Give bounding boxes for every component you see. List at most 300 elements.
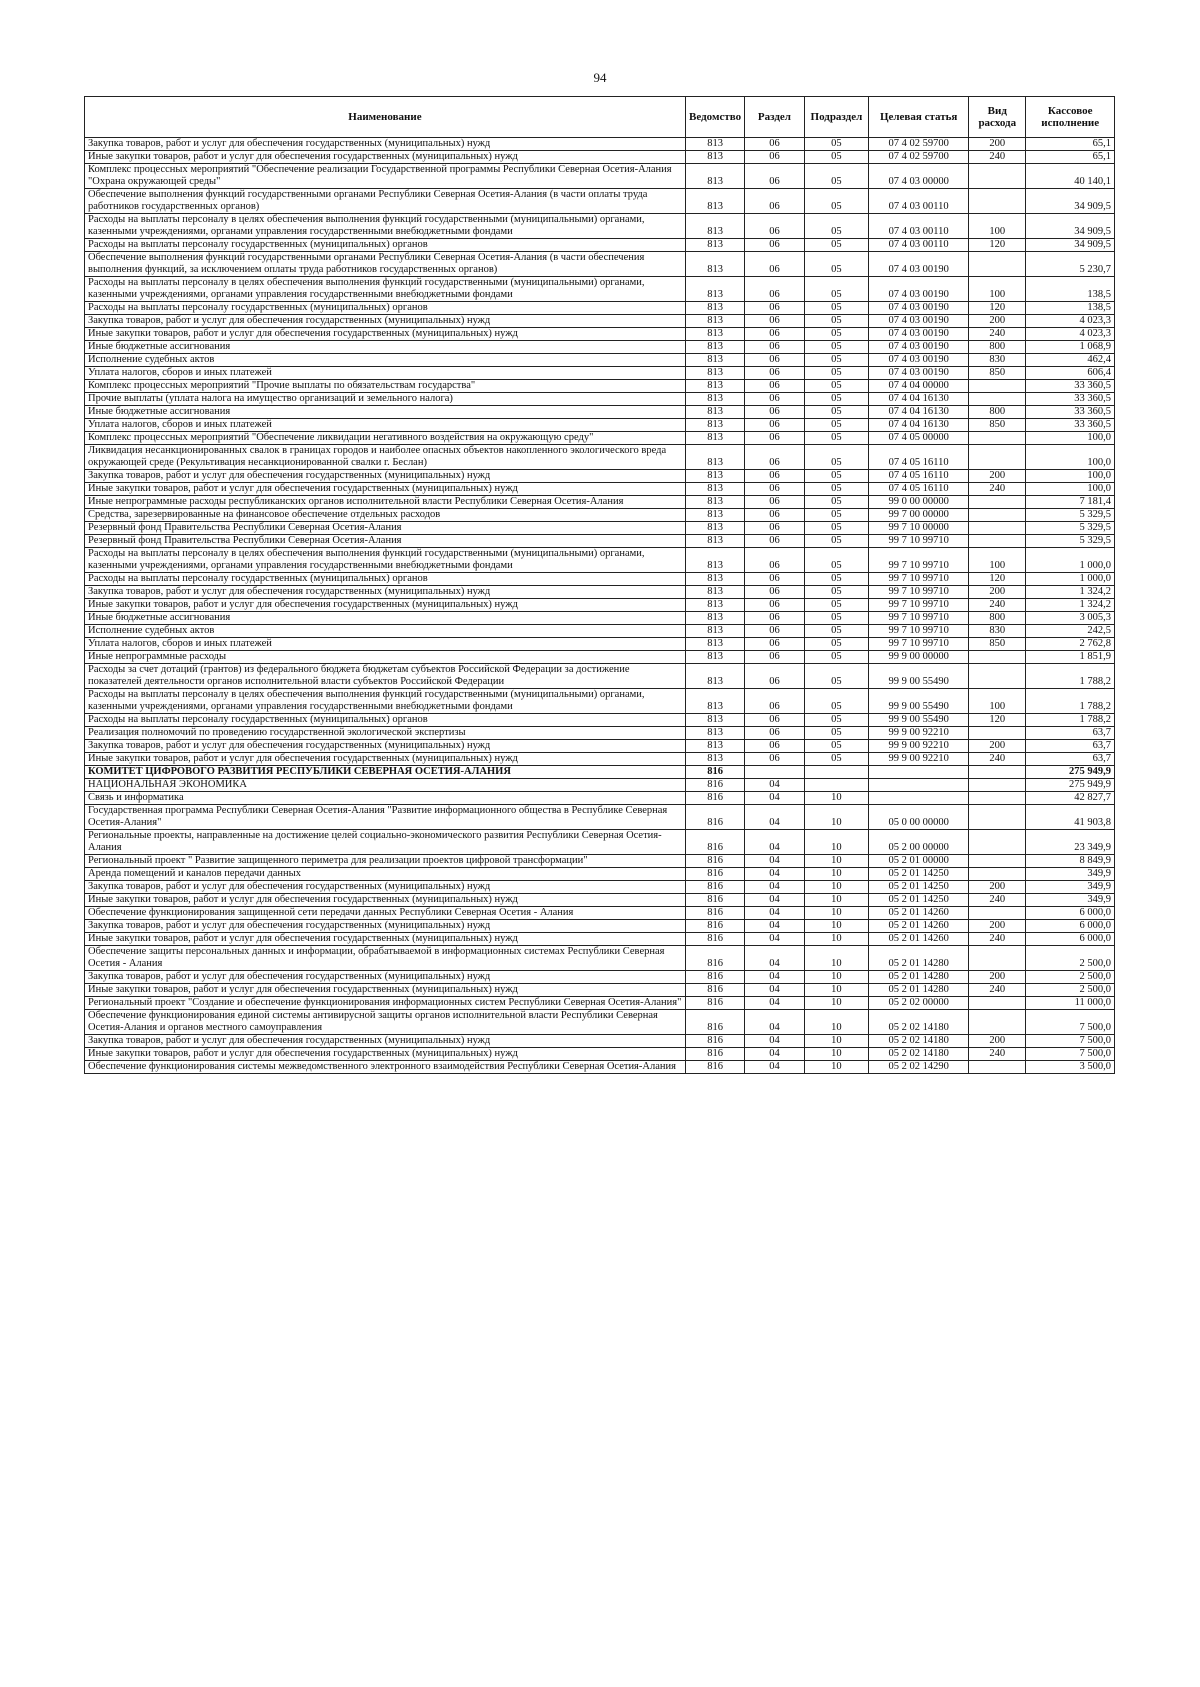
cell-section: 06 [745,509,804,522]
cell-subsection: 05 [804,522,869,535]
cell-section: 06 [745,214,804,239]
cell-department: 813 [685,328,744,341]
cell-cash-execution: 275 949,9 [1026,766,1115,779]
cell-cash-execution: 34 909,5 [1026,189,1115,214]
table-row [85,779,1115,792]
cell-target-item: 07 4 03 00190 [869,252,969,277]
cell-department: 816 [685,1010,744,1035]
cell-section: 04 [745,894,804,907]
table-row [85,651,1115,664]
cell-expense-type: 200 [969,971,1026,984]
cell-name: Закупка товаров, работ и услуг для обеспечения государственных (муниципальных) нужд [85,586,686,599]
cell-department: 813 [685,151,744,164]
cell-expense-type: 120 [969,714,1026,727]
cell-target-item: 99 7 10 99710 [869,612,969,625]
cell-name: Обеспечение выполнения функций государственными органами Республики Северная Осетия-Алания (в части обеспечения выполнения функций, за исключением оплаты труда работников государственных органов) [85,252,686,277]
cell-target-item: 07 4 02 59700 [869,138,969,151]
cell-name: Региональный проект "Создание и обеспечение функционирования информационных систем Республики Северная Осетия-Алания" [85,997,686,1010]
cell-section: 06 [745,548,804,573]
cell-department: 816 [685,830,744,855]
cell-expense-type: 200 [969,138,1026,151]
cell-subsection: 05 [804,664,869,689]
cell-name: Обеспечение защиты персональных данных и информации, обрабатываемой в информационных системах Республики Северная Осетия - Алания [85,946,686,971]
table-row [85,483,1115,496]
cell-section: 06 [745,151,804,164]
cell-section: 04 [745,971,804,984]
cell-cash-execution: 5 329,5 [1026,522,1115,535]
cell-cash-execution: 7 500,0 [1026,1010,1115,1035]
table-row [85,894,1115,907]
cell-target-item: 07 4 05 16110 [869,445,969,470]
cell-department: 816 [685,779,744,792]
table-header-row [85,97,1115,138]
cell-subsection: 05 [804,393,869,406]
cell-expense-type: 800 [969,406,1026,419]
cell-target-item: 07 4 05 00000 [869,432,969,445]
cell-name: Иные бюджетные ассигнования [85,341,686,354]
cell-subsection: 05 [804,599,869,612]
cell-target-item: 05 2 01 14250 [869,894,969,907]
cell-target-item: 99 7 10 99710 [869,638,969,651]
cell-target-item: 05 2 01 14250 [869,881,969,894]
cell-target-item: 07 4 03 00190 [869,328,969,341]
table-row [85,1035,1115,1048]
cell-expense-type: 850 [969,638,1026,651]
cell-section: 04 [745,1061,804,1074]
table-row [85,714,1115,727]
cell-department: 813 [685,599,744,612]
cell-expense-type [969,830,1026,855]
cell-name: Иные закупки товаров, работ и услуг для обеспечения государственных (муниципальных) нужд [85,984,686,997]
cell-section: 04 [745,868,804,881]
cell-name: Комплекс процессных мероприятий "Прочие выплаты по обязательствам государства" [85,380,686,393]
cell-target-item: 07 4 03 00190 [869,277,969,302]
cell-section: 06 [745,341,804,354]
cell-cash-execution: 63,7 [1026,753,1115,766]
cell-target-item: 07 4 03 00110 [869,189,969,214]
cell-cash-execution: 349,9 [1026,881,1115,894]
cell-expense-type: 100 [969,214,1026,239]
table-row [85,573,1115,586]
cell-subsection: 05 [804,252,869,277]
cell-expense-type: 830 [969,625,1026,638]
cell-department: 816 [685,984,744,997]
cell-department: 813 [685,354,744,367]
table-row [85,1010,1115,1035]
cell-name: Закупка товаров, работ и услуг для обеспечения государственных (муниципальных) нужд [85,138,686,151]
cell-target-item: 05 2 01 14260 [869,920,969,933]
table-row [85,189,1115,214]
cell-section: 06 [745,496,804,509]
cell-subsection: 05 [804,651,869,664]
cell-cash-execution: 1 000,0 [1026,548,1115,573]
cell-department: 813 [685,509,744,522]
cell-target-item: 07 4 03 00190 [869,315,969,328]
table-row [85,830,1115,855]
cell-name: Расходы на выплаты персоналу в целях обеспечения выполнения функций государственными (муниципальными) органами, казенными учреждениями, органами управления государственными внебюджетными фондами [85,689,686,714]
cell-section: 04 [745,1010,804,1035]
table-row [85,907,1115,920]
cell-expense-type [969,766,1026,779]
cell-name: Расходы на выплаты персоналу в целях обеспечения выполнения функций государственными (муниципальными) органами, казенными учреждениями, органами управления государственными внебюджетными фондами [85,214,686,239]
cell-name: Закупка товаров, работ и услуг для обеспечения государственных (муниципальных) нужд [85,1035,686,1048]
cell-expense-type [969,727,1026,740]
cell-expense-type: 200 [969,740,1026,753]
table-body [85,138,1115,1074]
cell-cash-execution: 5 329,5 [1026,535,1115,548]
cell-expense-type [969,997,1026,1010]
cell-section: 06 [745,393,804,406]
cell-section: 06 [745,586,804,599]
cell-expense-type [969,855,1026,868]
cell-department: 813 [685,302,744,315]
cell-target-item: 99 7 10 99710 [869,599,969,612]
cell-name: Иные закупки товаров, работ и услуг для обеспечения государственных (муниципальных) нужд [85,1048,686,1061]
cell-name: Иные закупки товаров, работ и услуг для обеспечения государственных (муниципальных) нужд [85,151,686,164]
cell-cash-execution: 100,0 [1026,483,1115,496]
cell-subsection: 05 [804,496,869,509]
cell-name: Расходы на выплаты персоналу государственных (муниципальных) органов [85,573,686,586]
cell-subsection: 10 [804,855,869,868]
cell-name: Средства, зарезервированные на финансовое обеспечение отдельных расходов [85,509,686,522]
cell-department: 813 [685,138,744,151]
cell-target-item: 99 9 00 55490 [869,689,969,714]
cell-expense-type [969,432,1026,445]
cell-subsection: 05 [804,406,869,419]
cell-expense-type: 240 [969,328,1026,341]
table-row [85,971,1115,984]
cell-expense-type [969,792,1026,805]
cell-subsection: 05 [804,714,869,727]
cell-subsection: 10 [804,1061,869,1074]
cell-name: Резервный фонд Правительства Республики Северная Осетия-Алания [85,522,686,535]
cell-department: 816 [685,868,744,881]
cell-target-item: 05 2 02 14290 [869,1061,969,1074]
cell-subsection: 05 [804,445,869,470]
cell-section: 04 [745,805,804,830]
table-row [85,586,1115,599]
cell-cash-execution: 63,7 [1026,727,1115,740]
table-row [85,740,1115,753]
cell-expense-type: 830 [969,354,1026,367]
cell-subsection: 05 [804,277,869,302]
cell-target-item: 05 2 01 14260 [869,907,969,920]
cell-expense-type: 100 [969,548,1026,573]
cell-subsection: 10 [804,805,869,830]
table-row [85,380,1115,393]
cell-cash-execution: 6 000,0 [1026,933,1115,946]
cell-section: 06 [745,406,804,419]
col-header-cash-execution: Кассовое исполнение [1026,97,1115,138]
cell-section: 04 [745,830,804,855]
cell-section: 06 [745,252,804,277]
cell-department: 816 [685,907,744,920]
table-row [85,766,1115,779]
cell-subsection [804,766,869,779]
cell-target-item: 05 2 02 00000 [869,997,969,1010]
cell-name: Резервный фонд Правительства Республики Северная Осетия-Алания [85,535,686,548]
cell-target-item: 07 4 05 16110 [869,483,969,496]
cell-target-item: 99 7 10 00000 [869,522,969,535]
table-row [85,252,1115,277]
cell-cash-execution: 6 000,0 [1026,920,1115,933]
cell-cash-execution: 4 023,3 [1026,315,1115,328]
cell-section: 04 [745,1048,804,1061]
cell-section: 06 [745,664,804,689]
cell-expense-type: 850 [969,419,1026,432]
cell-name: Иные непрограммные расходы [85,651,686,664]
cell-target-item: 07 4 04 00000 [869,380,969,393]
cell-department: 813 [685,470,744,483]
cell-subsection: 05 [804,239,869,252]
cell-section: 06 [745,470,804,483]
cell-subsection: 05 [804,509,869,522]
table-row [85,470,1115,483]
table-row [85,946,1115,971]
cell-subsection: 10 [804,868,869,881]
cell-expense-type: 240 [969,984,1026,997]
cell-subsection: 05 [804,151,869,164]
cell-section: 04 [745,946,804,971]
cell-cash-execution: 2 500,0 [1026,971,1115,984]
table-row [85,302,1115,315]
cell-target-item: 05 2 01 14250 [869,868,969,881]
table-row [85,328,1115,341]
table-row [85,393,1115,406]
cell-subsection: 05 [804,612,869,625]
cell-department: 813 [685,164,744,189]
cell-department: 813 [685,522,744,535]
cell-department: 813 [685,496,744,509]
cell-department: 813 [685,727,744,740]
cell-target-item: 99 9 00 55490 [869,714,969,727]
cell-section: 06 [745,432,804,445]
cell-section: 06 [745,328,804,341]
cell-cash-execution: 349,9 [1026,868,1115,881]
cell-target-item: 05 2 02 14180 [869,1010,969,1035]
cell-subsection: 05 [804,638,869,651]
cell-subsection: 05 [804,419,869,432]
cell-expense-type: 240 [969,753,1026,766]
cell-expense-type [969,380,1026,393]
table-row [85,599,1115,612]
cell-subsection: 05 [804,689,869,714]
cell-section: 06 [745,612,804,625]
cell-section: 06 [745,727,804,740]
cell-subsection: 05 [804,164,869,189]
cell-expense-type: 200 [969,881,1026,894]
cell-name: Уплата налогов, сборов и иных платежей [85,367,686,380]
cell-name: Исполнение судебных актов [85,354,686,367]
cell-expense-type: 240 [969,1048,1026,1061]
cell-name: Закупка товаров, работ и услуг для обеспечения государственных (муниципальных) нужд [85,740,686,753]
cell-subsection: 10 [804,920,869,933]
cell-subsection: 10 [804,1010,869,1035]
cell-target-item: 07 4 03 00110 [869,214,969,239]
cell-expense-type [969,907,1026,920]
cell-department: 816 [685,933,744,946]
cell-department: 813 [685,252,744,277]
cell-section: 04 [745,779,804,792]
cell-cash-execution: 63,7 [1026,740,1115,753]
cell-cash-execution: 33 360,5 [1026,406,1115,419]
cell-cash-execution: 8 849,9 [1026,855,1115,868]
table-row [85,805,1115,830]
cell-expense-type [969,805,1026,830]
cell-name: Обеспечение функционирования системы межведомственного электронного взаимодействия Республики Северная Осетия-Алания [85,1061,686,1074]
cell-expense-type: 200 [969,315,1026,328]
cell-subsection: 05 [804,483,869,496]
cell-cash-execution: 2 762,8 [1026,638,1115,651]
cell-section: 06 [745,638,804,651]
cell-name: КОМИТЕТ ЦИФРОВОГО РАЗВИТИЯ РЕСПУБЛИКИ СЕВЕРНАЯ ОСЕТИЯ-АЛАНИЯ [85,766,686,779]
cell-expense-type [969,164,1026,189]
cell-expense-type [969,509,1026,522]
cell-expense-type: 100 [969,277,1026,302]
cell-department: 816 [685,1061,744,1074]
cell-department: 813 [685,315,744,328]
cell-department: 816 [685,1035,744,1048]
cell-cash-execution: 33 360,5 [1026,393,1115,406]
table-row [85,341,1115,354]
cell-department: 813 [685,341,744,354]
cell-target-item: 05 2 01 14260 [869,933,969,946]
table-row [85,753,1115,766]
cell-section: 06 [745,651,804,664]
cell-department: 816 [685,881,744,894]
cell-target-item: 07 4 04 16130 [869,419,969,432]
cell-section: 06 [745,380,804,393]
cell-department: 816 [685,1048,744,1061]
cell-name: Региональные проекты, направленные на достижение целей социально-экономического развития Республики Северная Осетия-Алания [85,830,686,855]
cell-subsection: 10 [804,984,869,997]
cell-name: Иные непрограммные расходы республиканских органов исполнительной власти Республики Северная Осетия-Алания [85,496,686,509]
cell-cash-execution: 1 324,2 [1026,599,1115,612]
cell-target-item [869,766,969,779]
cell-cash-execution: 1 000,0 [1026,573,1115,586]
cell-cash-execution: 2 500,0 [1026,984,1115,997]
table-row [85,214,1115,239]
cell-department: 816 [685,997,744,1010]
cell-department: 816 [685,894,744,907]
cell-department: 813 [685,689,744,714]
cell-expense-type: 240 [969,151,1026,164]
cell-target-item: 99 9 00 55490 [869,664,969,689]
cell-subsection: 05 [804,380,869,393]
cell-subsection: 05 [804,535,869,548]
cell-department: 813 [685,586,744,599]
cell-target-item: 99 9 00 92210 [869,740,969,753]
cell-section: 06 [745,753,804,766]
cell-department: 813 [685,612,744,625]
cell-department: 813 [685,419,744,432]
cell-section: 06 [745,689,804,714]
cell-expense-type: 240 [969,894,1026,907]
cell-subsection: 10 [804,894,869,907]
cell-subsection: 05 [804,586,869,599]
cell-name: Иные закупки товаров, работ и услуг для обеспечения государственных (муниципальных) нужд [85,599,686,612]
cell-department: 816 [685,946,744,971]
cell-name: НАЦИОНАЛЬНАЯ ЭКОНОМИКА [85,779,686,792]
table-row [85,920,1115,933]
cell-subsection: 05 [804,354,869,367]
table-row [85,509,1115,522]
cell-section: 06 [745,522,804,535]
cell-cash-execution: 23 349,9 [1026,830,1115,855]
col-header-department: Ведомство [685,97,744,138]
cell-target-item: 99 7 10 99710 [869,573,969,586]
table-row [85,625,1115,638]
cell-section: 06 [745,445,804,470]
cell-subsection: 10 [804,971,869,984]
table-row [85,496,1115,509]
col-header-subsection: Подраздел [804,97,869,138]
cell-subsection: 05 [804,573,869,586]
cell-expense-type: 120 [969,302,1026,315]
budget-table [84,96,1115,1074]
cell-subsection: 05 [804,367,869,380]
cell-section: 06 [745,367,804,380]
table-row [85,354,1115,367]
cell-name: Аренда помещений и каналов передачи данных [85,868,686,881]
cell-expense-type [969,445,1026,470]
table-row [85,792,1115,805]
cell-department: 816 [685,805,744,830]
cell-name: Государственная программа Республики Северная Осетия-Алания "Развитие информационного общества в Республике Северная Осетия-Алания" [85,805,686,830]
cell-name: Иные закупки товаров, работ и услуг для обеспечения государственных (муниципальных) нужд [85,894,686,907]
cell-target-item: 99 7 10 99710 [869,535,969,548]
cell-expense-type: 120 [969,573,1026,586]
cell-subsection: 10 [804,792,869,805]
cell-target-item: 07 4 03 00190 [869,341,969,354]
cell-subsection [804,779,869,792]
cell-name: Расходы за счет дотаций (грантов) из федерального бюджета бюджетам субъектов Российской Федерации за достижение показателей деятельности органов исполнительной власти субъектов Российской Федерации [85,664,686,689]
cell-cash-execution: 1 851,9 [1026,651,1115,664]
table-row [85,445,1115,470]
cell-section: 06 [745,138,804,151]
cell-department: 813 [685,625,744,638]
table-row [85,522,1115,535]
cell-cash-execution: 7 181,4 [1026,496,1115,509]
cell-name: Уплата налогов, сборов и иных платежей [85,638,686,651]
cell-section: 04 [745,792,804,805]
cell-name: Закупка товаров, работ и услуг для обеспечения государственных (муниципальных) нужд [85,881,686,894]
cell-expense-type [969,1061,1026,1074]
cell-expense-type [969,522,1026,535]
cell-subsection: 05 [804,328,869,341]
cell-cash-execution: 40 140,1 [1026,164,1115,189]
cell-name: Закупка товаров, работ и услуг для обеспечения государственных (муниципальных) нужд [85,971,686,984]
cell-cash-execution: 1 068,9 [1026,341,1115,354]
cell-section: 06 [745,573,804,586]
cell-target-item: 05 2 02 14180 [869,1035,969,1048]
cell-cash-execution: 3 500,0 [1026,1061,1115,1074]
cell-name: Исполнение судебных актов [85,625,686,638]
col-header-section: Раздел [745,97,804,138]
cell-cash-execution: 7 500,0 [1026,1035,1115,1048]
cell-cash-execution: 275 949,9 [1026,779,1115,792]
cell-subsection: 05 [804,740,869,753]
table-row [85,1061,1115,1074]
cell-target-item: 07 4 03 00190 [869,354,969,367]
cell-name: Иные бюджетные ассигнования [85,612,686,625]
cell-expense-type: 100 [969,689,1026,714]
cell-section: 06 [745,599,804,612]
cell-section: 06 [745,189,804,214]
cell-section: 04 [745,881,804,894]
table-row [85,548,1115,573]
cell-department: 813 [685,406,744,419]
